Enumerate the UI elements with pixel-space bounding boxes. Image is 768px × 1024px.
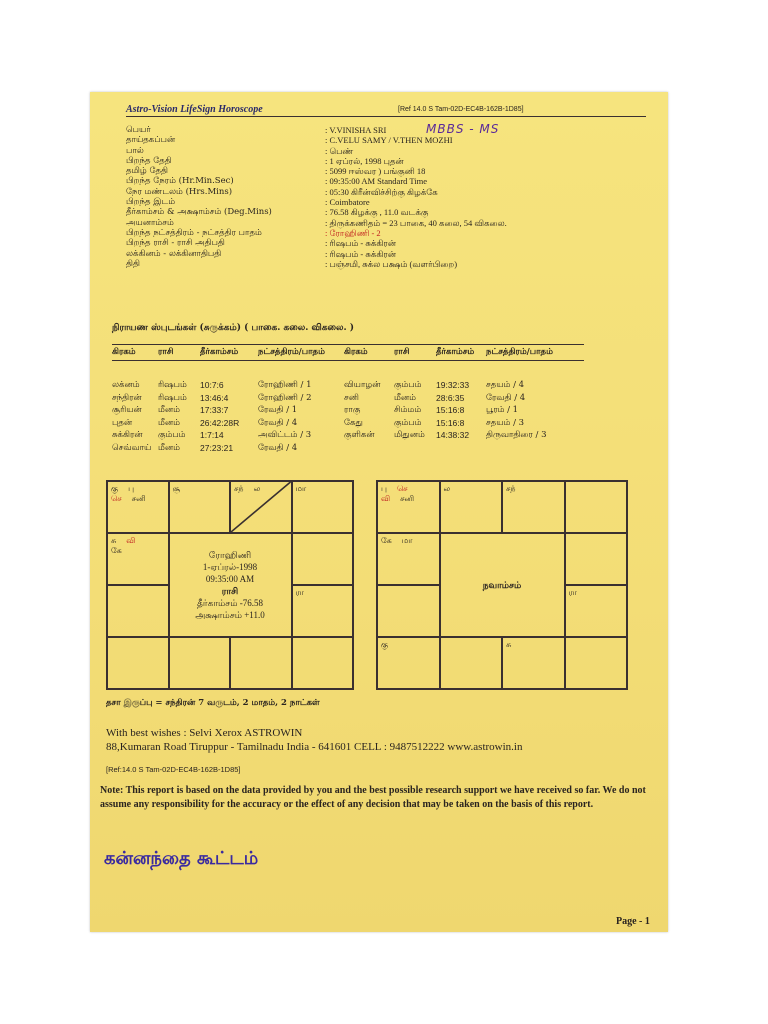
detail-label: பால் (126, 145, 144, 156)
chart-house (440, 637, 503, 689)
detail-value: : ரிஷபம் - சுக்கிரன் (325, 248, 396, 259)
page-number: Page - 1 (616, 916, 650, 927)
chart-center-line: 1-ஏப்ரல்-1998 (202, 562, 258, 572)
detail-row (126, 259, 646, 269)
table-cell: 13:46:4 (200, 392, 229, 403)
detail-row (126, 249, 646, 259)
chart-house (169, 637, 231, 689)
detail-row (126, 156, 646, 166)
disclaimer-note: Note: This report is based on the data provided by you and the best possible research support we have received so far. We do not assume any responsibility for the accuracy or the effect of any decision that may be taken on the basis of this report. (100, 785, 646, 810)
detail-value: : C.VELU SAMY / V.THEN MOZHI (325, 135, 453, 146)
detail-label: நேர மண்டலம் (Hrs.Mins) (126, 186, 233, 197)
chart-house (292, 585, 354, 637)
column-header: நட்சத்திரம்/பாதம் (258, 347, 325, 357)
detail-value: : 1 ஏப்ரல், 1998 புதன் (325, 155, 404, 166)
detail-value: : Coimbatore (325, 197, 370, 208)
detail-value: : 05:30 கிரீன்விச்சிற்கு கிழக்கே (325, 186, 438, 197)
chart-house (377, 637, 440, 689)
horoscope-page (90, 92, 668, 932)
chart-house (565, 533, 628, 585)
table-cell: ரோஹிணி / 2 (258, 392, 312, 403)
table-cell: சிம்மம் (394, 405, 422, 415)
chart-center-line: ராசி (221, 586, 239, 596)
chart-center (169, 533, 292, 637)
footer-ref: [Ref:14.0 S Tam-02D-EC4B-162B-1D85] (106, 765, 241, 774)
table-cell: ரேவதி / 4 (258, 417, 298, 428)
detail-label: அயனாம்சம் (126, 217, 174, 228)
wishes-line-2: 88,Kumaran Road Tiruppur - Tamilnadu India - 641601 CELL : 9487512222 www.astrowin.in (106, 741, 523, 753)
chart-house (292, 481, 354, 533)
table-cell: 28:6:35 (436, 392, 465, 403)
chart-house (377, 533, 440, 585)
table-cell: புதன் (112, 417, 133, 428)
detail-label: பிறந்த நட்சத்திரம் - நட்சத்திர பாதம் (126, 227, 262, 238)
planet-label: செ (111, 494, 122, 503)
planet-label: ல (443, 484, 451, 493)
table-cell: கும்பம் (394, 380, 422, 390)
table-cell (436, 442, 486, 455)
handwritten-signature: கன்னந்தை கூட்டம் (104, 848, 259, 869)
chart-house (169, 481, 231, 533)
column-header: ராசி (394, 347, 410, 357)
header-divider (126, 116, 646, 117)
detail-label: திதி (126, 258, 140, 269)
detail-row (126, 146, 646, 156)
report-title: Astro-Vision LifeSign Horoscope (126, 104, 263, 115)
table-cell: ரிஷபம் (158, 380, 187, 390)
table-cell: 15:16:8 (436, 417, 465, 428)
planet-label: சு (506, 640, 512, 649)
planet-label: கு (111, 484, 119, 493)
chart-house (377, 585, 440, 637)
table-cell: மீனம் (158, 442, 180, 453)
table-cell: அவிட்டம் / 3 (258, 430, 312, 440)
detail-row (126, 197, 646, 207)
detail-row (126, 228, 646, 238)
table-cell: திருவாதிரை / 3 (486, 430, 547, 440)
planet-label: செ (396, 484, 408, 493)
table-cell: வியாழன் (344, 380, 381, 390)
chart-house (292, 533, 354, 585)
column-header: கிரகம் (112, 347, 136, 357)
table-cell: 19:32:33 (436, 380, 470, 390)
planet-label: பு (381, 484, 387, 493)
chart-center-line: அக்ஷாம்சம் +11.0 (195, 610, 265, 620)
column-header: தீர்காம்சம் (200, 347, 239, 357)
detail-value: : ரிஷபம் - சுக்கிரன் (325, 238, 396, 249)
table-cell: சுக்கிரன் (112, 430, 143, 440)
planet-label: மா (295, 484, 307, 493)
detail-value: : பஞ்சமி, சுக்ல பக்ஷம் (வளர்பிறை) (325, 258, 458, 269)
wishes-block (106, 726, 522, 754)
table-cell: சதயம் / 3 (486, 417, 525, 428)
report-ref: [Ref 14.0 S Tam-02D-EC4B-162B-1D85] (398, 106, 524, 113)
table-cell: மீனம் (394, 392, 416, 403)
planet-label: கே (381, 536, 392, 545)
table-row (112, 379, 584, 392)
planet-label: சு (111, 536, 117, 545)
detail-row (126, 166, 646, 176)
table-cell: மீனம் (158, 417, 180, 428)
table-cell: ரேவதி / 4 (258, 442, 298, 453)
chart-house (377, 481, 440, 533)
handwritten-note: MBBS - MS (426, 122, 500, 136)
table-row (112, 417, 584, 430)
detail-label: தாய்தகப்பன் (126, 135, 176, 146)
detail-row (126, 238, 646, 248)
chart-house (565, 637, 628, 689)
chart-center (440, 533, 565, 637)
column-header: தீர்காம்சம் (436, 347, 475, 357)
table-row (112, 429, 584, 442)
table-cell: 26:42:28R (200, 417, 240, 428)
detail-value: : திருக்கணிதம் = 23 பாகை, 40 கலை, 54 விகலை. (325, 217, 507, 228)
chart-house (292, 637, 354, 689)
chart-center-line: ரோஹிணி (208, 550, 252, 560)
chart-house (107, 637, 169, 689)
table-cell: 17:33:7 (200, 405, 229, 415)
detail-row (126, 187, 646, 197)
detail-row (126, 135, 646, 145)
lagna-mark (231, 482, 291, 532)
planet-label: ரா (568, 588, 577, 597)
chart-house (107, 481, 169, 533)
planet-label: சந் (234, 484, 244, 493)
detail-label: பிறந்த ராசி - ராசி அதிபதி (126, 238, 225, 249)
table-cell: சூரியன் (112, 405, 142, 415)
table-cell: சனி (344, 392, 359, 403)
chart-house (565, 481, 628, 533)
planet-positions-title: நிராயண ஸ்புடங்கள் (சுருக்கம்) ( பாகை. கலை. விகலை. ) (112, 323, 354, 333)
chart-house (502, 637, 565, 689)
chart-house (440, 481, 503, 533)
detail-row (126, 207, 646, 217)
planet-label: ரா (295, 588, 304, 597)
planet-label: கு (381, 640, 389, 649)
table-cell: கும்பம் (158, 430, 186, 440)
table-cell: ரேவதி / 1 (258, 405, 298, 415)
planet-table-body (112, 379, 584, 454)
table-cell (486, 442, 584, 455)
table-cell: ராகு (344, 405, 361, 415)
table-cell: 1:7:14 (200, 430, 224, 440)
detail-label: பிறந்த தேதி (126, 155, 172, 166)
planet-positions-table (112, 344, 584, 454)
chart-center-line: 09:35:00 AM (205, 574, 255, 584)
column-header: ராசி (158, 347, 174, 357)
chart-center-line: நவாம்சம் (482, 580, 522, 590)
chart-house (502, 481, 565, 533)
planet-label: பு (128, 484, 135, 493)
detail-label: தீர்காம்சம் & அக்ஷாம்சம் (Deg.Mins) (126, 207, 272, 218)
detail-value: : V.VINISHA SRI (325, 125, 387, 135)
table-cell: ரோஹிணி / 1 (258, 380, 312, 390)
table-cell: கும்பம் (394, 417, 422, 428)
table-cell (394, 442, 436, 455)
table-cell: 27:23:21 (200, 442, 234, 453)
table-cell: ரேவதி / 4 (486, 392, 526, 403)
planet-label: சனி (131, 494, 146, 503)
table-row (112, 392, 584, 405)
planet-label: வி (381, 494, 391, 503)
detail-label: தமிழ் தேதி (126, 166, 168, 177)
chart-house (565, 585, 628, 637)
chart-house (107, 585, 169, 637)
detail-value: : ரோஹிணி - 2 (325, 227, 381, 238)
detail-row (126, 176, 646, 186)
column-header: நட்சத்திரம்/பாதம் (486, 347, 553, 357)
planet-label: கே (111, 546, 122, 555)
table-cell: கேது (344, 417, 363, 428)
birth-details (126, 125, 646, 269)
wishes-line-1: With best wishes : Selvi Xerox ASTROWIN (106, 727, 303, 739)
table-cell: குளிகன் (344, 430, 375, 440)
table-cell: மீனம் (158, 405, 180, 415)
detail-label: லக்கினம் - லக்கினாதிபதி (126, 248, 222, 259)
detail-value: : பெண் (325, 145, 354, 156)
chart-center-line: தீர்காம்சம் -76.58 (197, 598, 263, 608)
planet-label: வி (126, 536, 136, 545)
table-cell: சந்திரன் (112, 392, 142, 403)
column-header: கிரகம் (344, 347, 368, 357)
planet-label: சூ (172, 484, 181, 493)
detail-label: பெயர் (126, 125, 151, 135)
chart-house (107, 533, 169, 585)
table-row (112, 442, 584, 455)
table-cell: பூரம் / 1 (486, 405, 519, 415)
table-cell: ரிஷபம் (158, 392, 187, 403)
planet-label: சனி (400, 494, 415, 503)
planet-label: ல (253, 484, 261, 493)
table-cell (344, 442, 394, 455)
table-cell: 10:7:6 (200, 380, 224, 390)
table-cell: லக்னம் (112, 380, 140, 390)
table-row (112, 404, 584, 417)
navamsa-chart (376, 480, 628, 690)
dasa-balance: தசா இருப்பு = சந்திரன் 7 வருடம், 2 மாதம், 2 நாட்கள் (106, 698, 320, 708)
detail-label: பிறந்த நேரம் (Hr.Min.Sec) (126, 176, 234, 187)
detail-label: பிறந்த இடம் (126, 197, 176, 208)
table-cell: 15:16:8 (436, 405, 465, 415)
planet-table-header (112, 344, 584, 361)
table-cell: செவ்வாய் (112, 442, 152, 453)
detail-value: : 5099 ஈஸ்வர ) பங்குனி 18 (325, 166, 426, 177)
table-cell: சதயம் / 4 (486, 380, 525, 390)
detail-value: : 09:35:00 AM Standard Time (325, 176, 428, 187)
detail-row (126, 218, 646, 228)
chart-house (230, 481, 292, 533)
planet-label: மா (401, 536, 413, 545)
table-cell: 14:38:32 (436, 430, 470, 440)
table-cell: மிதுனம் (394, 430, 425, 440)
chart-house (230, 637, 292, 689)
detail-value: : 76.58 கிழக்கு , 11.0 வடக்கு (325, 207, 429, 218)
detail-row (126, 125, 646, 135)
rasi-chart (106, 480, 354, 690)
planet-label: சந் (506, 484, 516, 493)
